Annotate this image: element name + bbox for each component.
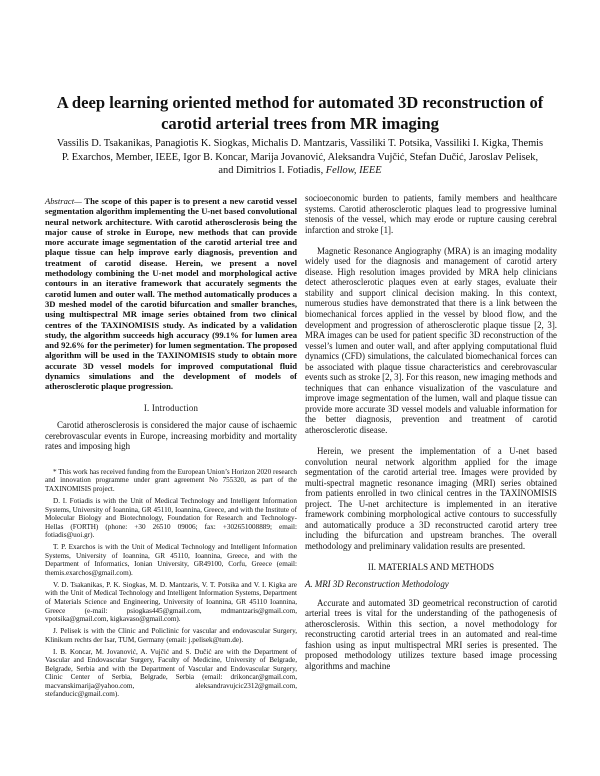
section-heading-introduction: I. Introduction — [143, 402, 199, 413]
methods-paragraph-1: Accurate and automated 3D geometrical reconstruction of carotid arterial trees is vital for the understanding of the pathogenesis of atherosclerosis. Within this section, a novel methodology for reconstructing carotid arterial trees in an automated and real-time fashion using as input multispectral MRI series is presented. The proposed methodology utilizes texture based image processing algorithms and machine — [305, 597, 557, 671]
intro-paragraph-2: Magnetic Resonance Angiography (MRA) is an imaging modality widely used for the diagnosis and management of carotid artery disease. High resolution images provided by MRA help clinicians detect atherosclerotic plaques even at early stages, evaluate their stability and support clinical decision making. In this context, numerous studies have demonstrated that there is a link between the biomechanical forces applied in the vessel by blood flow, and the development and progression of atherosclerotic plaque tissue [2, 3]. MRA images can be used for patient specific 3D reconstruction of the vessel’s lumen and outer wall, and after applying computational fluid dynamics (CFD) simulations, the calculated biomechanical forces can be associated with plaque tissue characteristics and cerebrovascular events such as stroke [2, 3]. For this reason, new imaging methods and techniques that can enhance visualization of the vasculature and improve image segmentation of the lumen, wall and plaque tissue can provide more accurate 3D vessel models and valuable information for the better diagnosis, prevention and treatment of carotid atherosclerotic disease. — [305, 245, 557, 435]
abstract — [45, 196, 297, 392]
footnote: V. D. Tsakanikas, P. K. Siogkas, M. D. Mantzaris, V. T. Potsika and V. I. Kigka are with the Unit of Medical Technology and Intelligent Information Systems, Department of Materials Science and Engineering, University of Ioannina, GR 45110 Ioannina, Greece (e-mail: psiogkas445@gmail.com, mdmantzaris@gmail.com, vpotsika@gmail.com, kigkavaso@gmail.com). — [45, 580, 297, 624]
footnote: I. B. Koncar, M. Jovanović, A. Vujčić and S. Dučić are with the Department of Vascular and Endovascular Surgery, Faculty of Medicine, University of Belgrade, Belgrade, Serbia and with the Department of Vascular and Endovascular Surgery, Clinic Center of Serbia, Belgrade, Serbia (email: drikoncar@gmail.com, macvanskimarija@yahoo.com, aleksandravujcic2312@gmail.com, stefanducic@gmail.com). — [45, 647, 297, 699]
abstract-lead: Abstract— — [45, 196, 82, 206]
author-list — [55, 137, 545, 178]
left-column — [45, 196, 297, 703]
section-heading-methods: II. MATERIALS AND METHODS — [367, 561, 495, 572]
author-names: Vassilis D. Tsakanikas, Panagiotis K. Siogkas, Michalis D. Mantzaris, Vassiliki T. Potsika, Vassiliki I. Kigka, Themis P. Exarchos, Member, IEEE, Igor B. Koncar, Marija Jovanović, Aleksandra Vujčić, Stefan Dučić, Jaroslav Pelisek, and Dimitrios I. Fotiadis, — [56, 138, 544, 177]
footnote: T. P. Exarchos is with the Unit of Medical Technology and Intelligent Information Systems, University of Ioannina, GR 45110, Ioannina, Greece, and with the Department of Informatics, Ionian University, GR49100, Corfu, Greece (email: themis.exarchos@gmail.com). — [45, 543, 297, 577]
intro-paragraph-1-start: Carotid atherosclerosis is considered the major cause of ischaemic cerebrovascular events in Europe, increasing morbidity and mortality rates and imposing high — [45, 420, 297, 452]
paper-title: A deep learning oriented method for automated 3D reconstruction of carotid arterial trees from MR imaging — [56, 93, 544, 133]
footnotes — [45, 468, 297, 699]
author-suffix: Fellow, IEEE — [325, 165, 382, 177]
footnote: D. I. Fotiadis is with the Unit of Medical Technology and Intelligent Information Systems, University of Ioannina, GR 45110, Ioannina, Greece, and with the Institute of Molecular Biology and Biotechnology, Foundation for Research and Technology-Hellas (FORTH) (phone: +30 26510 09006; fax: +302651008889; email: fotiadis@uoi.gr). — [45, 496, 297, 540]
footnote: * This work has received funding from the European Union’s Horizon 2020 research and innovation programme under grant agreement No 755320, as part of the TAXINOMISIS project. — [45, 467, 297, 493]
intro-paragraph-3: Herein, we present the implementation of a U-net based convolution neural network algorithm applied for the image segmentation of the carotid arterial tree. Images were provided by multi-spectral magnetic resonance imaging (MRI) series obtained from patients enrolled in two clinical centres in the TAXINOMISIS project. The U-net architecture is implemented in an iterative framework combining morphological active contours to successfully and automatically produce a 3D reconstructed carotid artery tree including the bifurcation and upstream branches. The overall methodology and preliminary validation results are presented. — [305, 446, 557, 551]
abstract-text: The scope of this paper is to present a new carotid vessel segmentation algorithm implementing the U-net based convolutional neural network architecture. With carotid atherosclerosis being the major cause of stroke in Europe, new methods that can provide more accurate image segmentation of the carotid arterial tree and plaque tissue can help improve early diagnosis, prevention and treatment of carotid disease. Herein, we present a novel methodology combining the U-net model and morphological active contours in an iterative framework that accurately segments the carotid lumen and outer wall. The method automatically produces a 3D meshed model of the carotid bifurcation and smaller branches, using multispectral MR image series obtained from two clinical centres of the TAXINOMISIS study. As indicated by a validation study, the algorithm succeeds high accuracy (99.1% for lumen area and 92.6% for the perimeter) for lumen segmentation. The proposed algorithm will be used in the TAXINOMISIS study to obtain more accurate 3D vessel models for improved computational fluid dynamics simulations and the development of models of atherosclerotic plaque progression. — [45, 196, 297, 392]
right-column — [305, 193, 557, 671]
intro-paragraph-1-end: socioeconomic burden to patients, family members and healthcare systems. Carotid atherosclerotic plaques lead to progressive luminal stenosis of the vessel, which may erode or rupture causing cerebral infarction and stroke [1]. — [305, 193, 557, 235]
subsection-heading: A. MRI 3D Reconstruction Methodology — [305, 579, 449, 590]
footnote: J. Pelisek is with the Clinic and Policlinic for vascular and endovascular Surgery, Klinikum rechts der Isar, TUM, Germany (email: j.pelisek@tum.de). — [45, 627, 297, 644]
